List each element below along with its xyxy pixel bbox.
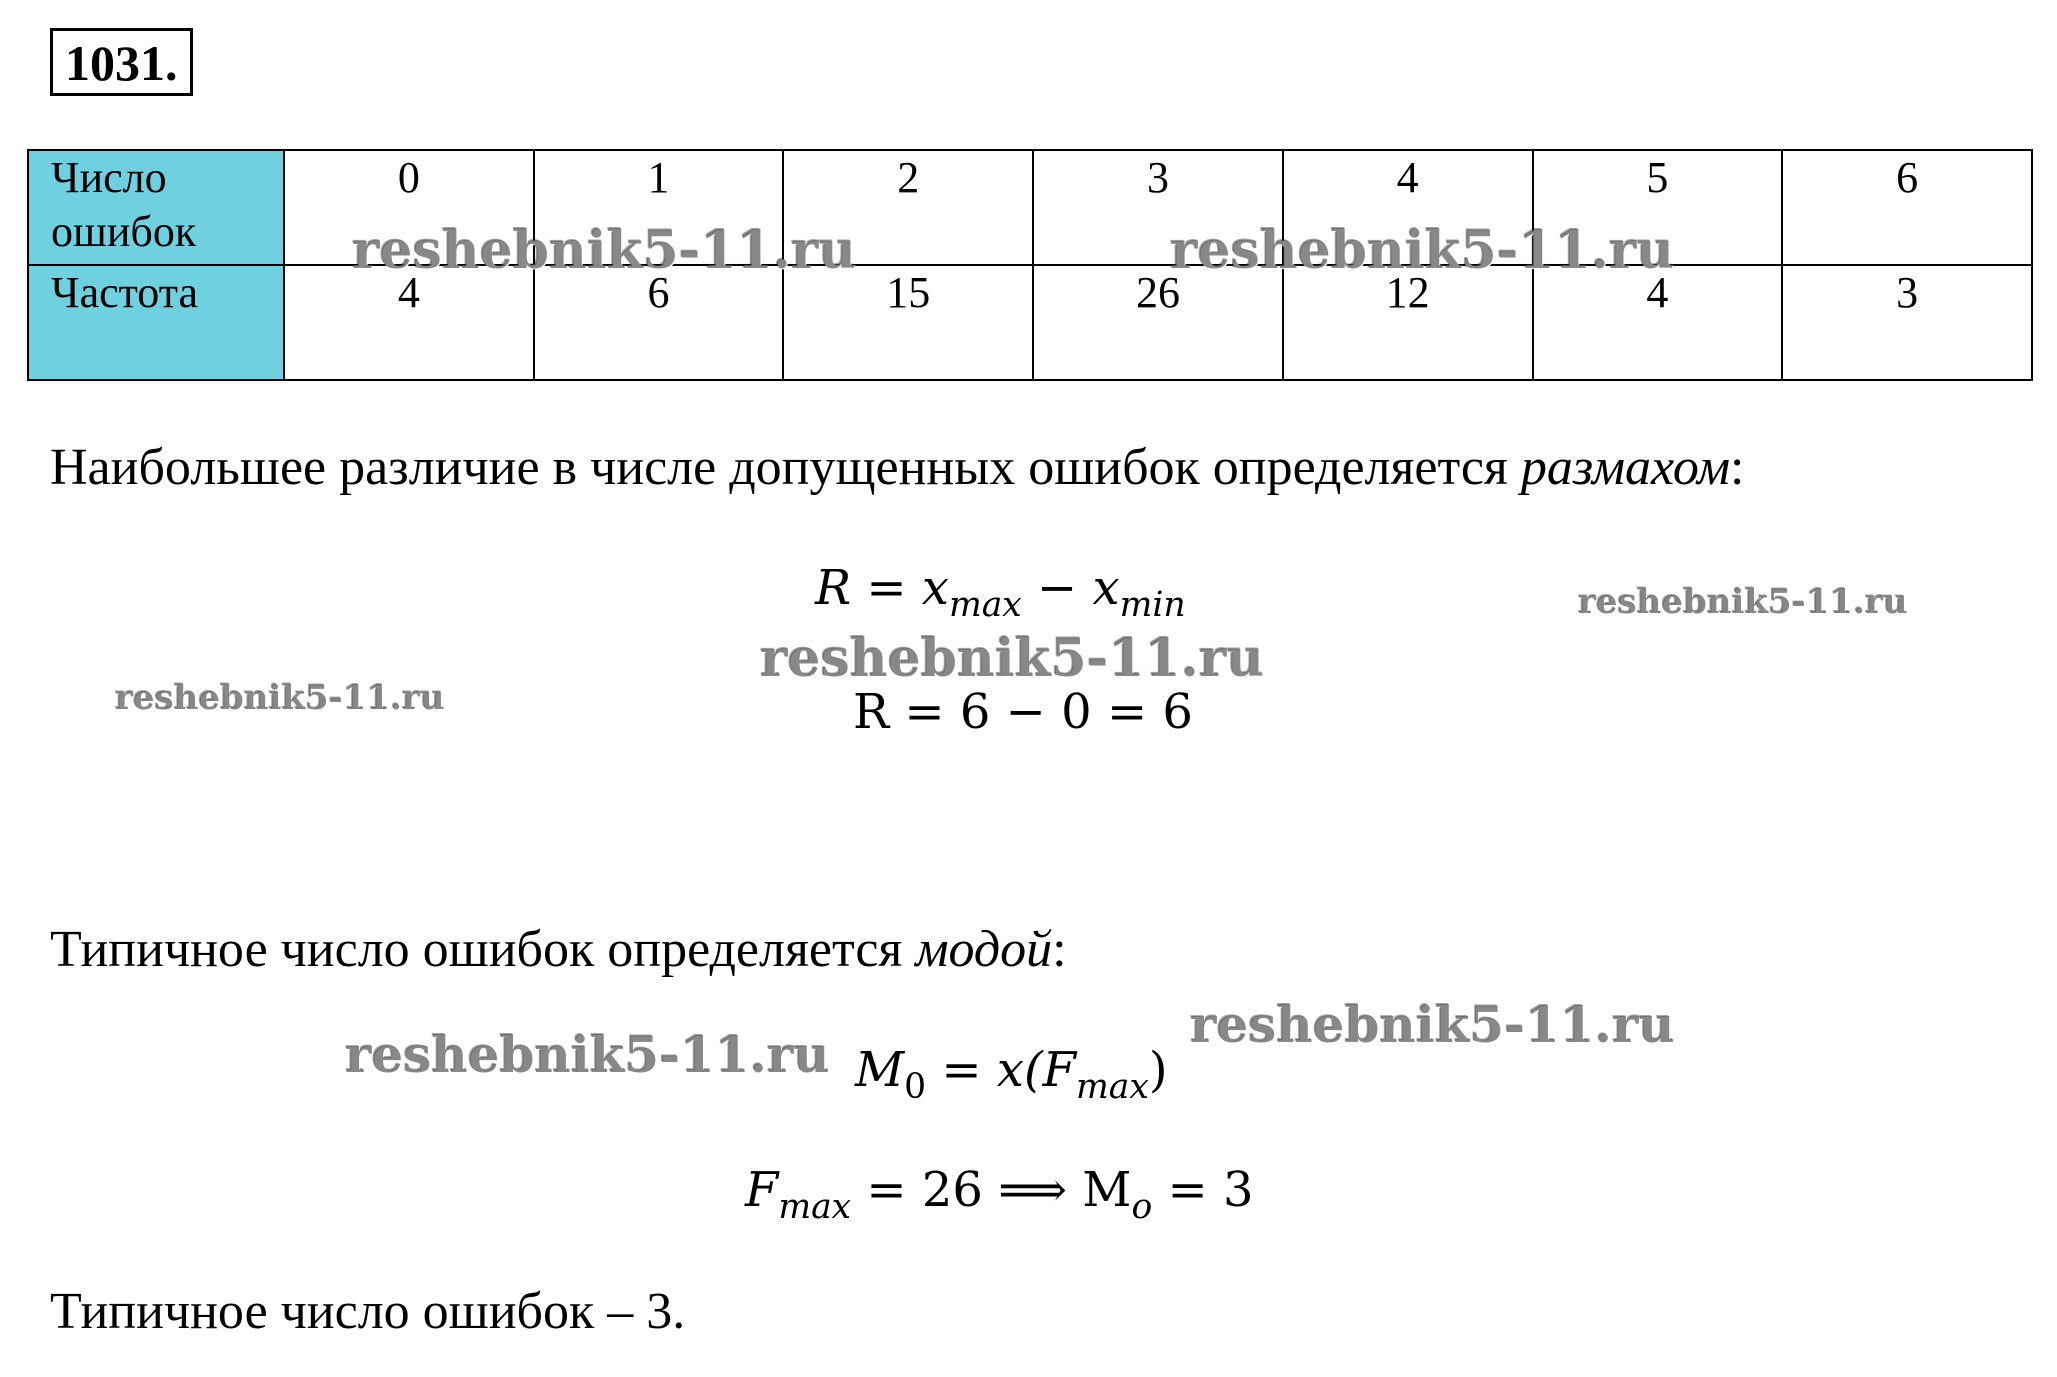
term-range: размахом — [1520, 439, 1731, 496]
formula-range-definition — [815, 558, 1186, 626]
watermark: reshebnik5-11.ru — [115, 678, 445, 718]
fmax-mid: = 26 ⟹ M — [851, 1162, 1132, 1218]
watermark: reshebnik5-11.ru — [760, 628, 1265, 689]
fmax-f: F — [745, 1162, 779, 1218]
fmax-o: o — [1131, 1187, 1153, 1228]
mode-lhs: M — [855, 1042, 905, 1098]
formula-mode-definition — [855, 1040, 1168, 1108]
problem-number: 1031. — [50, 28, 193, 96]
frequency-cell: 15 — [783, 265, 1033, 380]
conclusion: Типичное число ошибок – 3. — [50, 1283, 686, 1340]
term-mode: модой — [915, 921, 1053, 978]
formula-mode-result — [745, 1160, 1254, 1228]
watermark: reshebnik5-11.ru — [1190, 995, 1675, 1054]
mode-sub-max: max — [1075, 1067, 1149, 1108]
fmax-sub: max — [778, 1187, 852, 1228]
range-sub-min: min — [1119, 585, 1186, 626]
frequency-table — [27, 149, 2033, 381]
watermark: reshebnik5-11.ru — [1170, 220, 1675, 281]
frequency-cell: 4 — [284, 265, 534, 380]
frequency-cell: 6 — [534, 265, 784, 380]
error-count-cell: 0 — [284, 150, 534, 265]
error-count-cell: 4 — [1283, 150, 1533, 265]
error-count-cell: 6 — [1782, 150, 2032, 265]
range-minus: − x — [1021, 560, 1120, 616]
row-label-frequency: Частота — [28, 265, 284, 380]
error-count-cell: 5 — [1533, 150, 1783, 265]
watermark: reshebnik5-11.ru — [345, 1025, 830, 1084]
frequency-cell: 26 — [1033, 265, 1283, 380]
paragraph-mode-text: Типичное число ошибок определяется — [50, 921, 916, 978]
paragraph-range-colon: : — [1730, 439, 1745, 496]
range-lhs: R = x — [815, 560, 949, 616]
mode-sub: 0 — [904, 1067, 927, 1108]
paragraph-range — [50, 438, 1744, 498]
error-count-cell: 2 — [783, 150, 1033, 265]
paragraph-mode-colon: : — [1052, 921, 1067, 978]
frequency-cell: 3 — [1782, 265, 2032, 380]
error-count-cell: 3 — [1033, 150, 1283, 265]
row-label-errors: Число ошибок — [28, 150, 284, 265]
formula-range-calculation: R = 6 − 0 = 6 — [853, 684, 1193, 740]
watermark: reshebnik5-11.ru — [1578, 582, 1908, 622]
error-count-cell: 1 — [534, 150, 784, 265]
table-row-frequency — [28, 265, 2032, 380]
mode-mid: = x(F — [926, 1042, 1076, 1098]
paragraph-range-text: Наибольшее различие в числе допущенных ошибок определяется — [50, 439, 1521, 496]
frequency-cell: 12 — [1283, 265, 1533, 380]
watermark: reshebnik5-11.ru — [352, 220, 857, 281]
range-sub-max: max — [948, 585, 1022, 626]
fmax-end: = 3 — [1152, 1162, 1254, 1218]
paragraph-mode — [50, 920, 1067, 980]
frequency-cell: 4 — [1533, 265, 1783, 380]
mode-close: ) — [1148, 1042, 1168, 1098]
table-row-errors — [28, 150, 2032, 265]
